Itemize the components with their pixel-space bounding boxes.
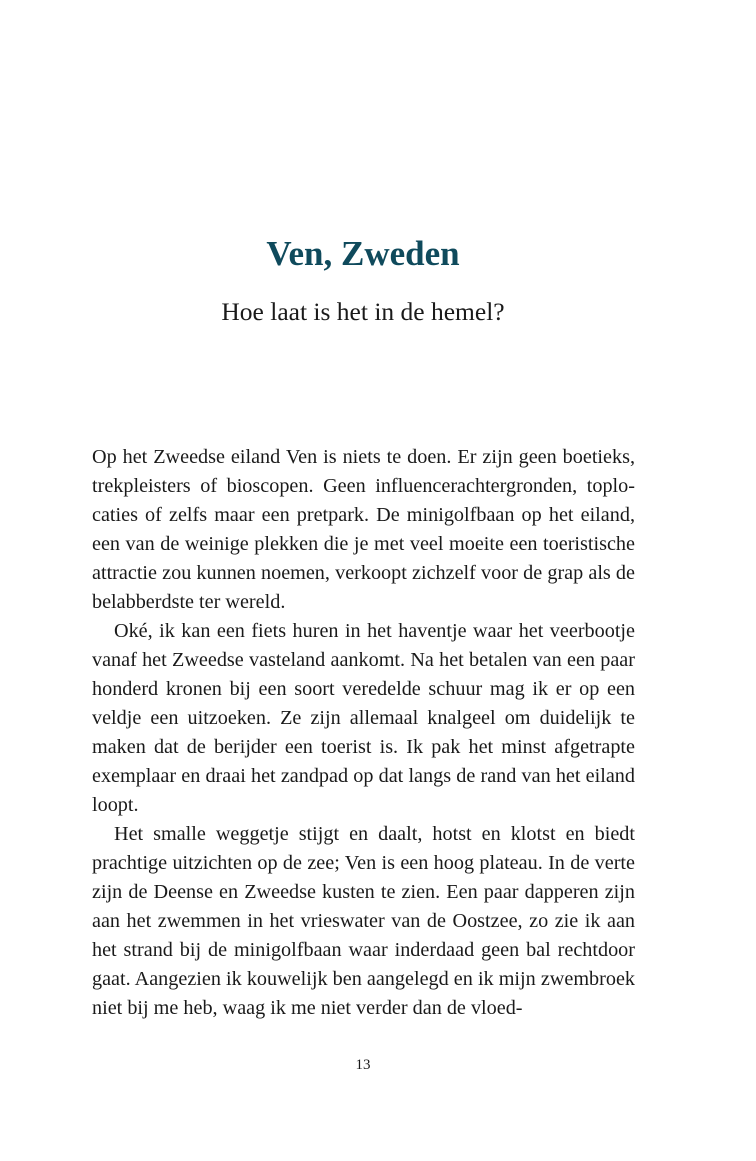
paragraph-1: Op het Zweedse eiland Ven is niets te doen. Er zijn geen boetieks, trekpleisters of bioscopen. Geen influencerachtergronden, toplocaties of zelfs maar een pretpark. De minigolfbaan op het eiland, een van de weinige plekken die je met veel moeite een toeristische attractie zou kunnen noemen, verkoopt zichzelf voor de grap als de belabberdste ter wereld. bbox=[92, 446, 635, 613]
page-number: 13 bbox=[355, 1057, 371, 1073]
chapter-subtitle: Hoe laat is het in de hemel? bbox=[221, 297, 505, 326]
paragraph-3: Het smalle weggetje stijgt en daalt, hotst en klotst en biedt prachtige uitzichten op de zee; Ven is een hoog plateau. In de verte zijn de Deense en Zweedse kusten te zien. Een paar dapperen zijn aan het zwemmen in het vrieswater van de Oostzee, zo zie ik aan het strand bij de minigolfbaan waar inderdaad geen bal rechtdoor gaat. Aangezien ik kouwelijk ben aangelegd en ik mijn zwembroek niet bij me heb, waag ik me niet verder dan de vloed- bbox=[92, 823, 635, 1019]
paragraph-2: Oké, ik kan een fiets huren in het haventje waar het veerbootje vanaf het Zweedse vasteland aankomt. Na het betalen van een paar honderd kronen bij een soort veredelde schuur mag ik er op een veldje een uitzoeken. Ze zijn allemaal knalgeel om duidelijk te maken dat de berijder een toerist is. Ik pak het minst afgetrapte exemplaar en draai het zandpad op dat langs de rand van het eiland loopt. bbox=[92, 620, 635, 816]
chapter-title: Ven, Zweden bbox=[266, 234, 460, 273]
body-text bbox=[92, 443, 635, 1023]
